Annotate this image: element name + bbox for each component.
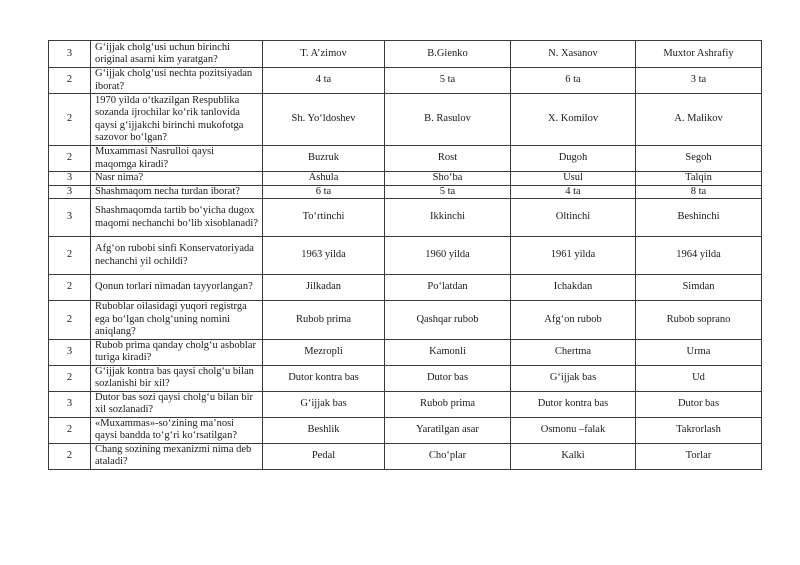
answer-option-1: To‘rtinchi	[263, 199, 385, 237]
answer-option-2: B. Rasulov	[385, 94, 511, 146]
answer-option-1: Jilkadan	[263, 275, 385, 301]
answer-option-3: Kalki	[511, 443, 636, 469]
table-row	[49, 237, 762, 275]
question-cell: Afg‘on rubobi sinfi Konservatoriyada nechanchi yil ochildi?	[91, 237, 263, 275]
table-row	[49, 443, 762, 469]
answer-option-4: Rubob soprano	[636, 301, 762, 340]
answer-option-3: Dugoh	[511, 146, 636, 172]
answer-option-4: Ud	[636, 365, 762, 391]
answer-option-1: 6 ta	[263, 185, 385, 199]
answer-option-4: Torlar	[636, 443, 762, 469]
answer-option-3: Oltinchi	[511, 199, 636, 237]
table-row	[49, 185, 762, 199]
table-row	[49, 146, 762, 172]
score-cell: 2	[49, 146, 91, 172]
answer-option-2: Dutor bas	[385, 365, 511, 391]
answer-option-4: 3 ta	[636, 68, 762, 94]
table-row	[49, 41, 762, 68]
question-cell: Nasr nima?	[91, 172, 263, 186]
score-cell: 3	[49, 172, 91, 186]
answer-option-3: 4 ta	[511, 185, 636, 199]
answer-option-2: 1960 yilda	[385, 237, 511, 275]
question-cell: G‘ijjak cholg‘usi nechta pozitsiyadan iborat?	[91, 68, 263, 94]
answer-option-2: B.Gienko	[385, 41, 511, 68]
question-cell: 1970 yilda o‘tkazilgan Respublika sozanda ijrochilar ko‘rik tanlovida qaysi g‘ijjakchi birinchi mukofotga sazovor bo‘lgan?	[91, 94, 263, 146]
answer-option-4: 1964 yilda	[636, 237, 762, 275]
table-row	[49, 339, 762, 365]
answer-option-2: Po‘latdan	[385, 275, 511, 301]
question-cell: Muxammasi Nasrulloi qaysi maqomga kiradi?	[91, 146, 263, 172]
answer-option-2: Yaratilgan asar	[385, 417, 511, 443]
question-cell: Ruboblar oilasidagi yuqori registrga ega bo‘lgan cholg‘uning nomini aniqlang?	[91, 301, 263, 340]
answer-option-1: 4 ta	[263, 68, 385, 94]
answer-option-3: Ichakdan	[511, 275, 636, 301]
answer-option-2: Qashqar rubob	[385, 301, 511, 340]
answer-option-2: Rost	[385, 146, 511, 172]
score-cell: 2	[49, 365, 91, 391]
score-cell: 2	[49, 417, 91, 443]
question-cell: Rubob prima qanday cholg‘u asboblar turiga kiradi?	[91, 339, 263, 365]
answer-option-2: Rubob prima	[385, 391, 511, 417]
answer-option-4: Simdan	[636, 275, 762, 301]
answer-option-2: 5 ta	[385, 185, 511, 199]
answer-option-3: Osmonu –falak	[511, 417, 636, 443]
answer-option-3: G‘ijjak bas	[511, 365, 636, 391]
answer-option-1: T. A’zimov	[263, 41, 385, 68]
answer-option-1: Sh. Yo‘ldoshev	[263, 94, 385, 146]
question-cell: Qonun torlari nimadan tayyorlangan?	[91, 275, 263, 301]
answer-option-4: Talqin	[636, 172, 762, 186]
answer-option-3: 1961 yilda	[511, 237, 636, 275]
answer-option-4: Urma	[636, 339, 762, 365]
score-cell: 3	[49, 199, 91, 237]
answer-option-4: Muxtor Ashrafiy	[636, 41, 762, 68]
score-cell: 3	[49, 391, 91, 417]
answer-option-3: N. Xasanov	[511, 41, 636, 68]
score-cell: 3	[49, 41, 91, 68]
table-row	[49, 172, 762, 186]
question-cell: «Muxammas»-so‘zining ma’nosi qaysi bandda to‘g‘ri ko‘rsatilgan?	[91, 417, 263, 443]
answer-option-3: Chertma	[511, 339, 636, 365]
score-cell: 3	[49, 185, 91, 199]
answer-option-4: A. Malikov	[636, 94, 762, 146]
answer-option-3: Afg‘on rubob	[511, 301, 636, 340]
answer-option-2: Sho‘ba	[385, 172, 511, 186]
answer-option-3: 6 ta	[511, 68, 636, 94]
question-cell: G‘ijjak cholg‘usi uchun birinchi original asarni kim yaratgan?	[91, 41, 263, 68]
score-cell: 3	[49, 339, 91, 365]
answer-option-1: G‘ijjak bas	[263, 391, 385, 417]
answer-option-4: Takrorlash	[636, 417, 762, 443]
answer-option-4: Segoh	[636, 146, 762, 172]
question-cell: Dutor bas sozi qaysi cholg‘u bilan bir xil sozlanadi?	[91, 391, 263, 417]
answer-option-3: Usul	[511, 172, 636, 186]
question-cell: Shashmaqomda tartib bo‘yicha dugox maqomi nechanchi bo‘lib xisoblanadi?	[91, 199, 263, 237]
table-row	[49, 199, 762, 237]
table-row	[49, 94, 762, 146]
answer-option-1: Buzruk	[263, 146, 385, 172]
score-cell: 2	[49, 275, 91, 301]
quiz-table	[48, 40, 762, 470]
answer-option-4: Dutor bas	[636, 391, 762, 417]
answer-option-1: Beshlik	[263, 417, 385, 443]
answer-option-3: X. Komilov	[511, 94, 636, 146]
score-cell: 2	[49, 94, 91, 146]
question-cell: G‘ijjak kontra bas qaysi cholg‘u bilan sozlanishi bir xil?	[91, 365, 263, 391]
answer-option-3: Dutor kontra bas	[511, 391, 636, 417]
question-cell: Chang sozining mexanizmi nima deb ataladi?	[91, 443, 263, 469]
score-cell: 2	[49, 443, 91, 469]
answer-option-2: 5 ta	[385, 68, 511, 94]
score-cell: 2	[49, 68, 91, 94]
table-row	[49, 301, 762, 340]
question-cell: Shashmaqom necha turdan iborat?	[91, 185, 263, 199]
answer-option-4: Beshinchi	[636, 199, 762, 237]
answer-option-4: 8 ta	[636, 185, 762, 199]
answer-option-1: Pedal	[263, 443, 385, 469]
answer-option-2: Ikkinchi	[385, 199, 511, 237]
answer-option-2: Cho‘plar	[385, 443, 511, 469]
table-row	[49, 275, 762, 301]
answer-option-1: Ashula	[263, 172, 385, 186]
answer-option-1: Rubob prima	[263, 301, 385, 340]
score-cell: 2	[49, 237, 91, 275]
table-row	[49, 391, 762, 417]
answer-option-1: Dutor kontra bas	[263, 365, 385, 391]
table-row	[49, 68, 762, 94]
score-cell: 2	[49, 301, 91, 340]
answer-option-1: 1963 yilda	[263, 237, 385, 275]
answer-option-1: Mezropli	[263, 339, 385, 365]
answer-option-2: Kamonli	[385, 339, 511, 365]
table-row	[49, 417, 762, 443]
quiz-table-body	[49, 41, 762, 470]
table-row	[49, 365, 762, 391]
